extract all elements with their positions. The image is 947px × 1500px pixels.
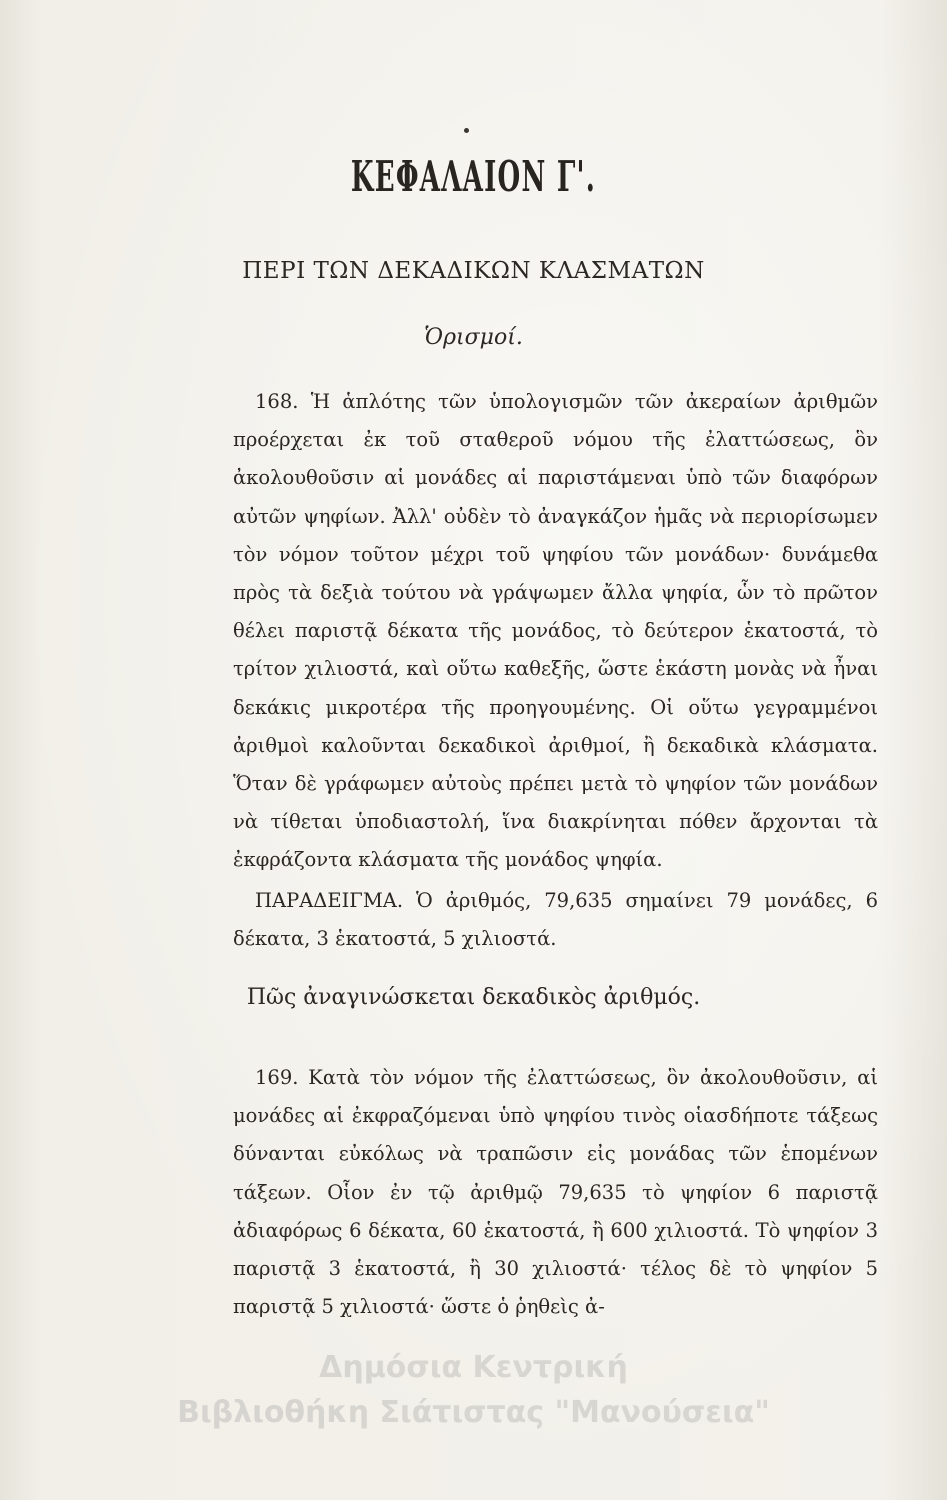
paragraph-text: Κατὰ τὸν νόμον τῆς ἐλαττώσεως, ὃν ἀκολουθοῦσιν, αἱ μονάδες αἱ ἐκφραζόμεναι ὑπὸ ψηφίου τινὸς οἱασδήποτε τάξεως δύνανται εὐκόλως νὰ τραπῶσιν εἰς μονάδας τῶν ἑπομένων τάξεων. Οἷον ἐν τῷ ἀριθμῷ 79,635 τὸ ψηφίον 6 παριστᾷ ἀδιαφόρως 6 δέκατα, 60 ἑκατοστά, ἢ 600 χιλιοστά. Τὸ ψηφίον 3 παριστᾷ 3 ἑκατοστά, ἢ 30 χιλιοστά· τέλος δὲ τὸ ψηφίον 5 παριστᾷ 5 χιλιοστά· ὥστε ὁ ῥηθεὶς ἀ- <box>233 1066 879 1319</box>
paragraph-number: 168. <box>255 390 299 413</box>
ornament-dot <box>464 128 469 133</box>
paragraph-169 <box>233 1059 878 1326</box>
example-text: Ὁ ἀριθμός, 79,635 σημαίνει 79 μονάδες, 6 δέκατα, 3 ἑκατοστά, 5 χιλιοστά. <box>233 889 878 951</box>
chapter-title: ΚΕΦΑΛΑΙΟΝ Γ'. <box>350 152 597 201</box>
section-heading-reading: Πῶς ἀναγινώσκεται δεκαδικὸς ἀριθμός. <box>246 985 701 1010</box>
paragraph-number: 169. <box>255 1066 299 1089</box>
example-paragraph <box>233 882 878 958</box>
library-watermark-line2: Βιβλιοθήκη Σιάτιστας "Μανούσεια" <box>177 1395 770 1430</box>
chapter-subtitle: ΠΕΡΙ ΤΩΝ ΔΕΚΑΔΙΚΩΝ ΚΛΑΣΜΑΤΩΝ <box>242 258 705 284</box>
example-label: ΠΑΡΑΔΕΙΓΜΑ. <box>255 889 404 912</box>
paragraph-text: Ἡ ἁπλότης τῶν ὑπολογισμῶν τῶν ἀκεραίων ἀριθμῶν προέρχεται ἐκ τοῦ σταθεροῦ νόμου τῆς ἐλαττώσεως, ὃν ἀκολουθοῦσιν αἱ μονάδες αἱ παριστάμεναι ὑπὸ τῶν διαφόρων αὐτῶν ψηφίων. Ἀλλ' οὐδὲν τὸ ἀναγκάζον ἡμᾶς νὰ περιορίσωμεν τὸν νόμον τοῦτον μέχρι τοῦ ψηφίου τῶν μονάδων· δυνάμεθα πρὸς τὰ δεξιὰ τούτου νὰ γράψωμεν ἄλλα ψηφία, ὧν τὸ πρῶτον θέλει παριστᾷ δέκατα τῆς μονάδος, τὸ δεύτερον ἑκατοστά, τὸ τρίτον χιλιοστά, καὶ οὕτω καθεξῆς, ὥστε ἑκάστη μονὰς νὰ ἦναι δεκάκις μικροτέρα τῆς προηγουμένης. Οἱ οὕτω γεγραμμένοι ἀριθμοὶ καλοῦνται δεκαδικοὶ ἀριθμοί, ἢ δεκαδικὰ κλάσματα. Ὅταν δὲ γράφωμεν αὐτοὺς πρέπει μετὰ τὸ ψηφίον τῶν μονάδων νὰ τίθεται ὑποδιαστολή, ἵνα διακρίνηται πόθεν ἄρχονται τὰ ἐκφράζοντα κλάσματα τῆς μονάδος ψηφία. <box>233 390 878 872</box>
paragraph-168 <box>233 383 878 880</box>
section-heading-definitions: Ὁρισμοί. <box>424 325 523 350</box>
library-watermark-line1: Δημόσια Κεντρική <box>319 1350 628 1385</box>
